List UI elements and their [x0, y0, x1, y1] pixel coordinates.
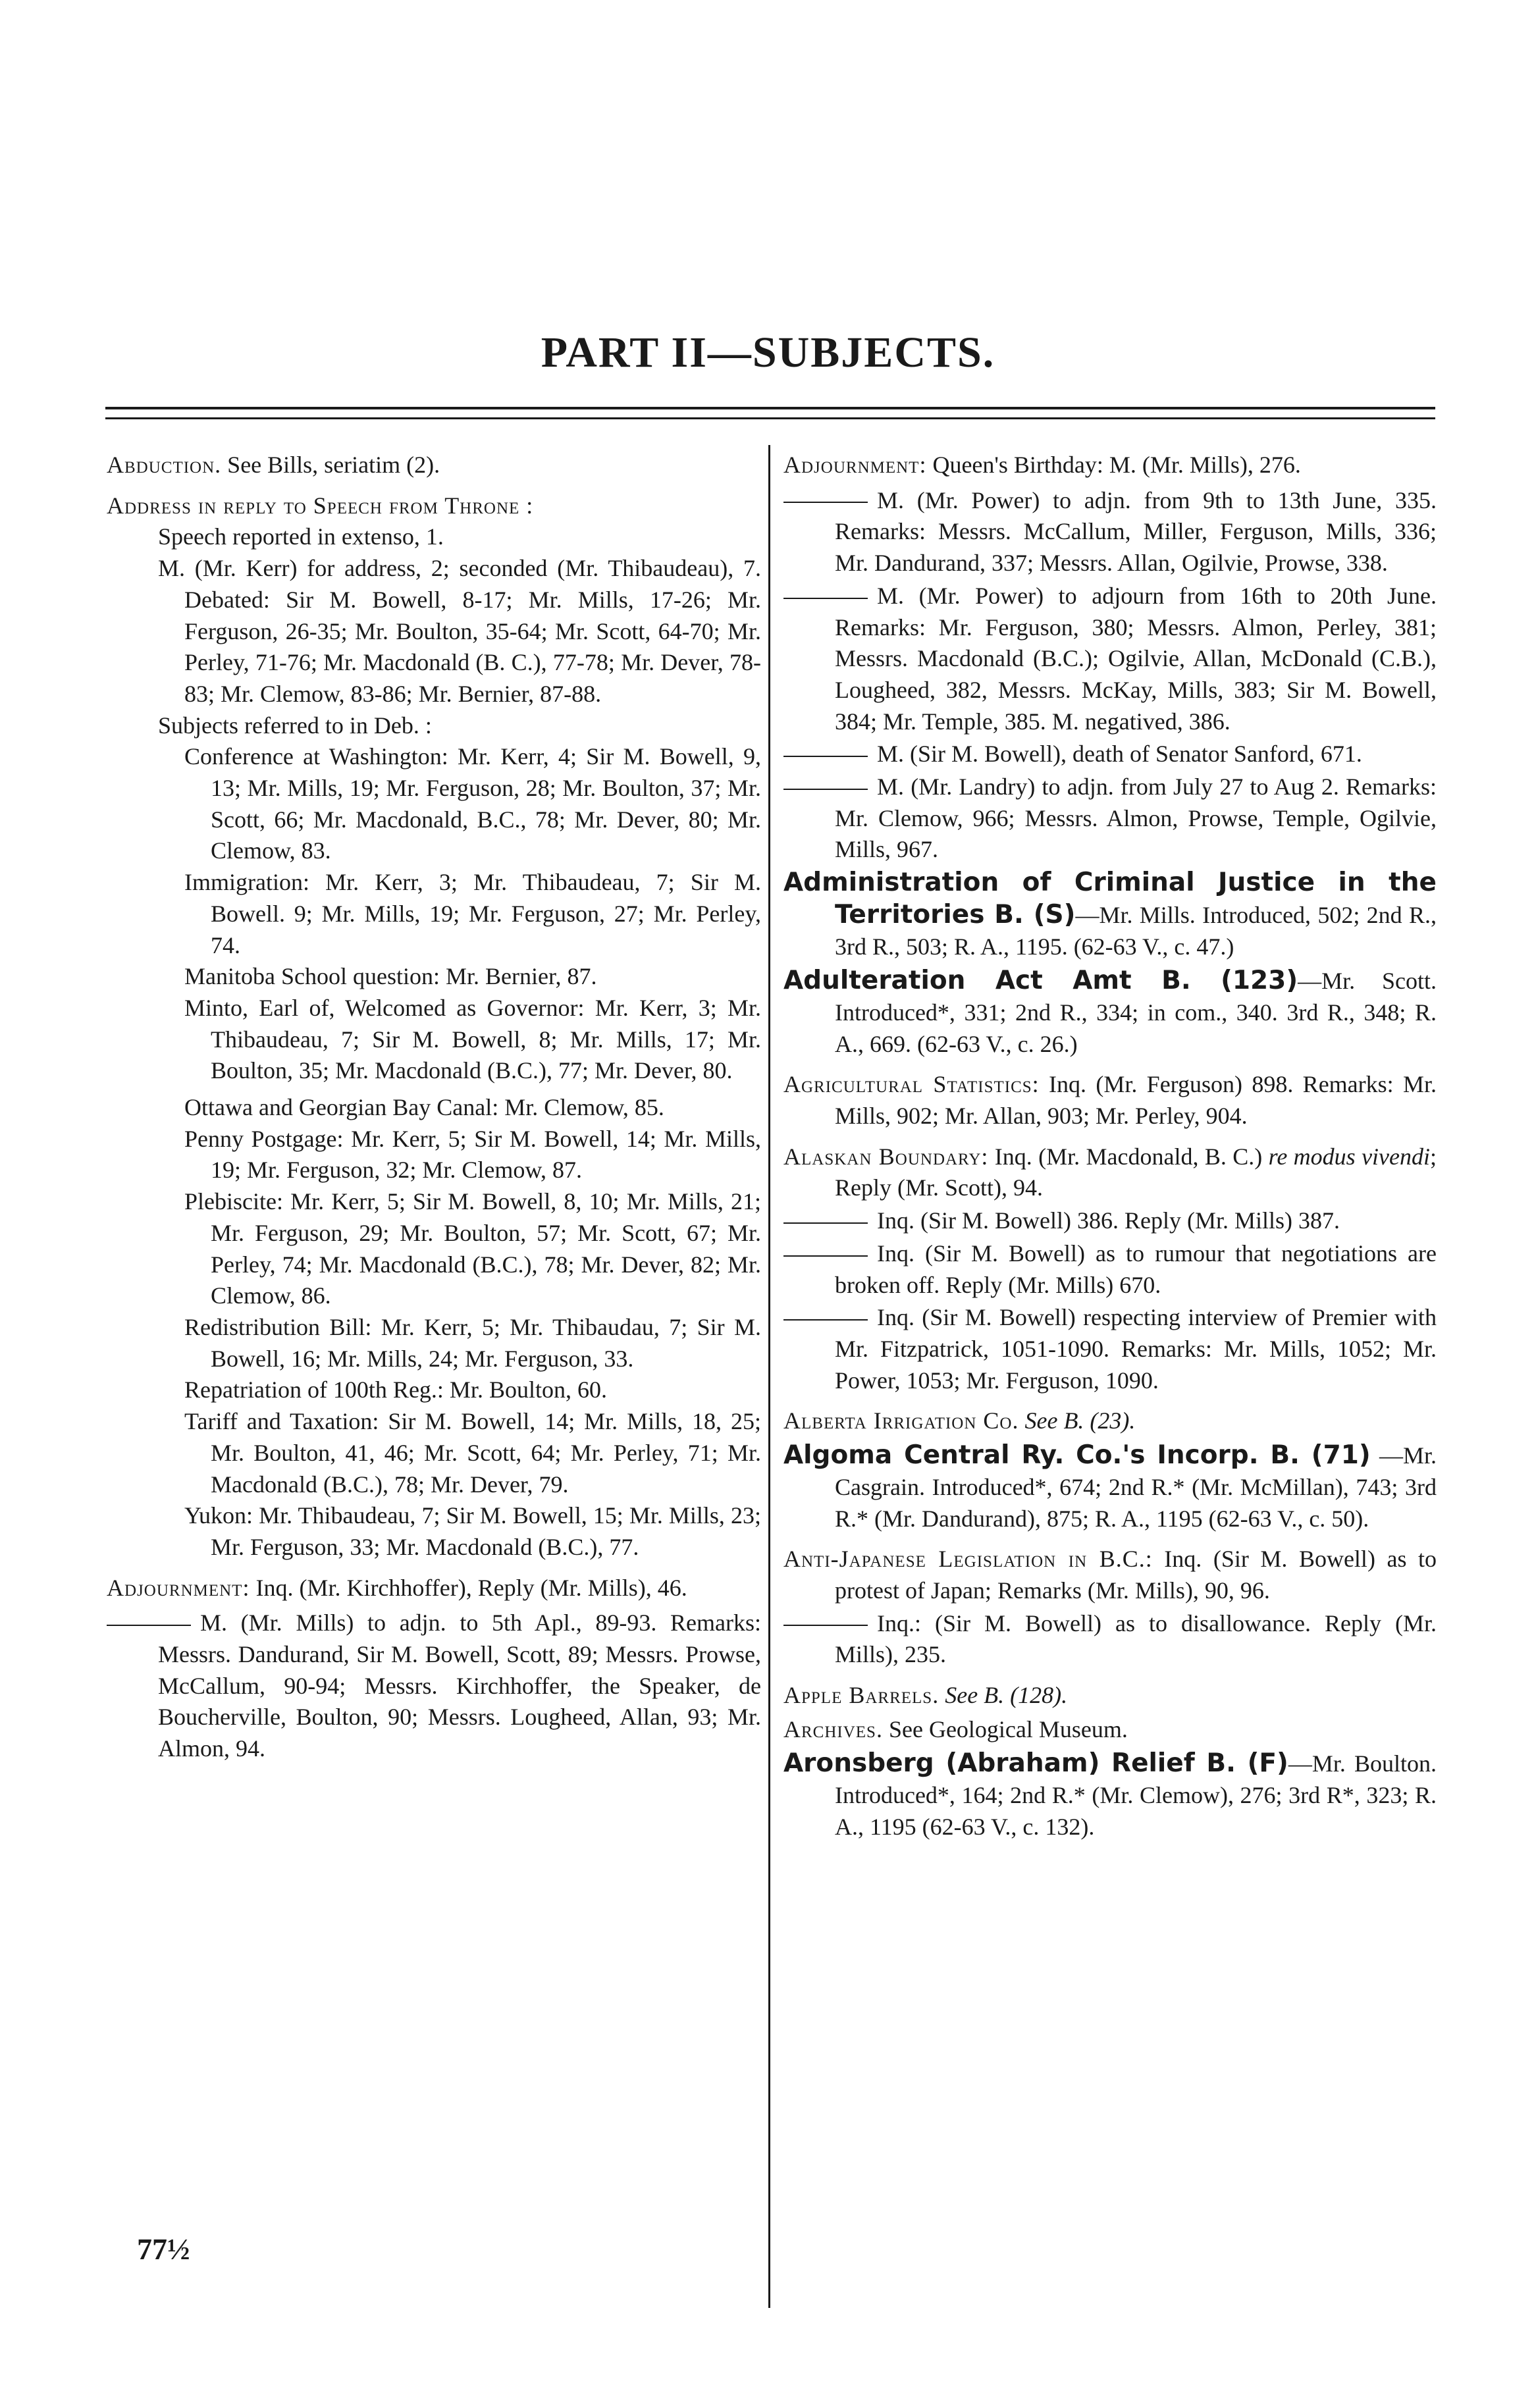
entry-body: —Mr. Mills. Introduced, 502; 2nd R., 3rd R., 503; R. A., 1195. (62-63 V., c. 47.)	[835, 901, 1437, 960]
index-entry-apple-barrels	[783, 1680, 1437, 1712]
entry-heading: Alberta Irrigation Co.	[783, 1407, 1019, 1434]
ditto-dash	[783, 1255, 868, 1257]
title-rule-bottom	[105, 417, 1435, 419]
entry-body: M. (Mr. Power) to adjourn from 16th to 20th June. Remarks: Mr. Ferguson, 380; Messrs. Almon, Perley, 381; Messrs. Macdonald (B.C.); Ogilvie, Allan, McDonald (C.B.), Lougheed, 382, Messrs. McKay, Mills, 383; Sir M. Bowell, 384; Mr. Temple, 385. M. negatived, 386.	[835, 582, 1437, 735]
sub-entry: Subjects referred to in Deb. :	[158, 712, 432, 739]
subject-item: Immigration: Mr. Kerr, 3; Mr. Thibaudeau, 7; Sir M. Bowell. 9; Mr. Mills, 19; Mr. Ferguson, 27; Mr. Perley, 74.	[184, 869, 761, 958]
index-subentry	[783, 485, 1437, 579]
ditto-dash	[783, 1319, 868, 1321]
entry-heading: Abduction.	[107, 452, 222, 478]
subject-item: Repatriation of 100th Reg.: Mr. Boulton, 60.	[184, 1376, 607, 1403]
ditto-dash	[783, 1625, 868, 1626]
entry-heading: Alaskan Boundary:	[783, 1143, 989, 1170]
index-entry-anti-japanese	[783, 1544, 1437, 1606]
subject-item: Ottawa and Georgian Bay Canal: Mr. Clemow, 85.	[184, 1094, 664, 1121]
title-rule-top	[105, 407, 1435, 409]
entry-body: M. (Sir M. Bowell), death of Senator Sanford, 671.	[877, 741, 1362, 768]
left-column	[107, 450, 761, 1774]
index-subentry	[107, 1608, 761, 1765]
ditto-dash	[107, 1625, 191, 1626]
entry-body: See B. (23).	[1024, 1407, 1136, 1434]
index-entry-administration	[783, 867, 1437, 962]
subject-item: Plebiscite: Mr. Kerr, 5; Sir M. Bowell, 8, 10; Mr. Mills, 21; Mr. Ferguson, 29; Mr. Boulton, 57; Mr. Scott, 67; Mr. Perley, 74; Mr. Macdonald (B.C.), 78; Mr. Dever, 82; Mr. Clemow, 86.	[184, 1188, 761, 1309]
subject-item: Minto, Earl of, Welcomed as Governor: Mr. Kerr, 3; Mr. Thibaudeau, 7; Sir M. Bowell, 8; Mr. Mills, 17; Mr. Boulton, 35; Mr. Macdonald (B.C.), 77; Mr. Dever, 80.	[184, 994, 761, 1084]
index-entry-adjournment-right	[783, 450, 1437, 481]
entry-heading: Adulteration Act Amt B. (123)	[783, 966, 1298, 996]
index-subentry	[783, 772, 1437, 866]
entry-body: —Mr. Casgrain. Introduced*, 674; 2nd R.* (Mr. McMillan), 743; 3rd R.* (Mr. Dandurand), 875; R. A., 1195 (62-63 V., c. 50).	[835, 1442, 1437, 1532]
entry-heading: Archives.	[783, 1715, 883, 1742]
entry-body: See B. (128).	[945, 1682, 1068, 1709]
entry-heading: Algoma Central Ry. Co.'s Incorp. B. (71)	[783, 1440, 1371, 1471]
ditto-dash	[783, 502, 868, 503]
entry-body: See Geological Museum.	[888, 1715, 1128, 1742]
sub-entry: M. (Mr. Kerr) for address, 2; seconded (Mr. Thibaudeau), 7. Debated: Sir M. Bowell, 8-17; Mr. Mills, 17-26; Mr. Ferguson, 26-35; Mr. Boulton, 35-64; Mr. Scott, 64-70; Mr. Perley, 71-76; Mr. Macdonald (B. C.), 77-78; Mr. Dever, 78-83; Mr. Clemow, 83-86; Mr. Bernier, 87-88.	[158, 555, 761, 707]
subject-item: Redistribution Bill: Mr. Kerr, 5; Mr. Thibaudau, 7; Sir M. Bowell, 16; Mr. Mills, 24; Mr. Ferguson, 33.	[184, 1313, 761, 1372]
index-entry-algoma	[783, 1440, 1437, 1534]
entry-body: ; Reply (Mr. Scott), 94.	[835, 1143, 1437, 1201]
index-subentry	[783, 1205, 1437, 1237]
index-entry-aronsberg	[783, 1748, 1437, 1843]
entry-body: Inq. (Sir M. Bowell) as to rumour that negotiations are broken off. Reply (Mr. Mills) 670.	[835, 1240, 1437, 1298]
entry-italic: re modus vivendi	[1268, 1143, 1431, 1170]
subject-item: Tariff and Taxation: Sir M. Bowell, 14; Mr. Mills, 18, 25; Mr. Boulton, 41, 46; Mr. Scott, 64; Mr. Perley, 71; Mr. Macdonald (B.C.), 78; Mr. Dever, 79.	[184, 1408, 761, 1498]
ditto-dash	[783, 789, 868, 790]
subject-item: Conference at Washington: Mr. Kerr, 4; Sir M. Bowell, 9, 13; Mr. Mills, 19; Mr. Ferguson, 28; Mr. Boulton, 37; Mr. Scott, 66; Mr. Macdonald, B.C., 78; Mr. Dever, 80; Mr. Clemow, 83.	[184, 743, 761, 864]
index-entry-archives	[783, 1714, 1437, 1746]
subject-item: Manitoba School question: Mr. Bernier, 87.	[184, 963, 597, 990]
entry-body: Inq. (Mr. Kirchhoffer), Reply (Mr. Mills), 46.	[255, 1574, 687, 1601]
index-entry-alberta	[783, 1405, 1437, 1437]
index-entry-agricultural	[783, 1069, 1437, 1132]
entry-heading: Adjournment:	[783, 452, 927, 478]
ditto-dash	[783, 598, 868, 599]
ditto-dash	[783, 756, 868, 757]
entry-body: Inq. (Mr. Ferguson) 898. Remarks: Mr. Mills, 902; Mr. Allan, 903; Mr. Perley, 904.	[835, 1071, 1437, 1130]
index-entry-address	[107, 490, 761, 522]
entry-heading: Agricultural Statistics:	[783, 1071, 1040, 1098]
index-entry-adulteration	[783, 965, 1437, 1060]
index-subentry	[783, 1238, 1437, 1301]
entry-body: M. (Mr. Landry) to adjn. from July 27 to Aug 2. Remarks: Mr. Clemow, 966; Messrs. Almon, Prowse, Temple, Ogilvie, Mills, 967.	[835, 773, 1437, 863]
entry-body: Inq. (Sir M. Bowell) 386. Reply (Mr. Mills) 387.	[877, 1207, 1340, 1234]
right-column	[783, 450, 1437, 1852]
page-title: PART II—SUBJECTS.	[541, 328, 995, 377]
sub-entry: Speech reported in extenso, 1.	[158, 523, 444, 550]
entry-body: Inq. (Sir M. Bowell) as to protest of Japan; Remarks (Mr. Mills), 90, 96.	[835, 1546, 1437, 1604]
entry-body: Inq.: (Sir M. Bowell) as to disallowance. Reply (Mr. Mills), 235.	[835, 1610, 1437, 1668]
entry-body: —Mr. Boulton. Introduced*, 164; 2nd R.* (Mr. Clemow), 276; 3rd R*, 323; R. A., 1195 (62-63 V., c. 132).	[835, 1750, 1437, 1840]
index-entry-abduction	[107, 450, 761, 481]
entry-body: M. (Mr. Mills) to adjn. to 5th Apl., 89-93. Remarks: Messrs. Dandurand, Sir M. Bowell, Scott, 89; Messrs. Prowse, McCallum, 90-94; Messrs. Kirchhoffer, the Speaker, de Boucherville, Boulton, 90; Messrs. Lougheed, Allan, 93; Mr. Almon, 94.	[158, 1610, 761, 1762]
entry-heading: Aronsberg (Abraham) Relief B. (F)	[783, 1748, 1288, 1779]
entry-body: Inq. (Mr. Macdonald, B. C.)	[994, 1143, 1263, 1170]
entry-heading: Administration of Criminal Justice in the Territories B. (S)	[783, 868, 1437, 929]
ditto-dash	[783, 1222, 868, 1224]
entry-body: Inq. (Sir M. Bowell) respecting interview of Premier with Mr. Fitzpatrick, 1051-1090. Remarks: Mr. Mills, 1052; Mr. Power, 1053; Mr. Ferguson, 1090.	[835, 1304, 1437, 1394]
subject-item: Yukon: Mr. Thibaudeau, 7; Sir M. Bowell, 15; Mr. Mills, 23; Mr. Ferguson, 33; Mr. Macdonald (B.C.), 77.	[184, 1502, 761, 1560]
index-subentry	[783, 581, 1437, 738]
entry-body: —Mr. Scott. Introduced*, 331; 2nd R., 334; in com., 340. 3rd R., 348; R. A., 669. (62-63 V., c. 26.)	[835, 968, 1437, 1057]
entry-body: See Bills, seriatim (2).	[227, 452, 440, 478]
index-subentry	[783, 1302, 1437, 1396]
index-subentry	[783, 1608, 1437, 1671]
entry-body: M. (Mr. Power) to adjn. from 9th to 13th June, 335. Remarks: Messrs. McCallum, Miller, Ferguson, Mills, 336; Mr. Dandurand, 337; Messrs. Allan, Ogilvie, Prowse, 338.	[835, 486, 1437, 577]
entry-heading: Anti-Japanese Legislation in B.C.:	[783, 1546, 1153, 1573]
entry-heading: Adjournment:	[107, 1574, 250, 1601]
column-divider	[768, 445, 770, 2308]
entry-heading: Address in reply to Speech from Throne :	[107, 492, 534, 519]
page-folio: 77½	[137, 2232, 190, 2266]
index-subentry	[783, 739, 1437, 770]
entry-body: Queen's Birthday: M. (Mr. Mills), 276.	[932, 452, 1301, 478]
index-entry-alaskan	[783, 1141, 1437, 1204]
subject-item: Penny Postgage: Mr. Kerr, 5; Sir M. Bowell, 14; Mr. Mills, 19; Mr. Ferguson, 32; Mr. Clemow, 87.	[184, 1125, 761, 1184]
index-entry-adjournment	[107, 1573, 761, 1604]
entry-heading: Apple Barrels.	[783, 1682, 940, 1709]
